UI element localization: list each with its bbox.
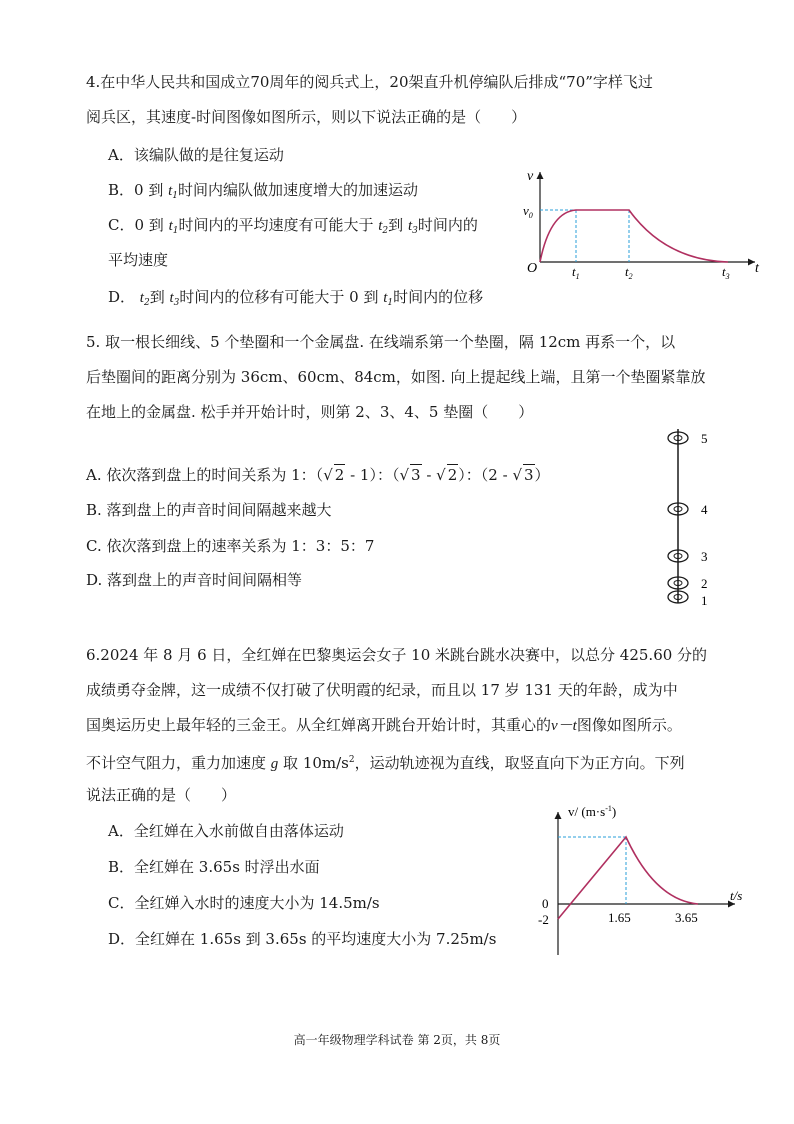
q5-washer-label-5: 5 [701, 431, 708, 446]
q4-velocity-curve [540, 210, 728, 262]
q4-stem-line-2: 阅兵区，其速度-时间图像如图所示，则以下说法正确的是（ ） [86, 108, 527, 126]
q6-v-axis-label-full: v/ $(m\cdot s^{-1})$ [568, 804, 617, 819]
q4-t1-label: $t_1$ [572, 264, 580, 281]
q5-washer-label-3: 3 [701, 549, 708, 564]
q6-stem-line-5: 说法正确的是（ ） [86, 786, 237, 804]
q6-stem-line-3: 国奥运历史上最年轻的三金王。从全红婵离开跳台开始计时，其重心的v－t图像如图所示。 [86, 716, 682, 734]
q5-option-d: D. 落到盘上的声音时间间隔相等 [86, 571, 303, 589]
q4-origin-label: O [527, 261, 538, 276]
q6-vt-graph [530, 800, 770, 960]
q4-v0-label: $v_0$ [523, 203, 533, 220]
q4-v-axis-label: v [527, 169, 534, 184]
q6-t-axis-label: t/s [730, 888, 743, 903]
q4-option-d: D． $t_2$到 $t_3$时间内的位移有可能大于 0 到 $t_1$时间内的位移 [108, 288, 484, 308]
q6-t165-label: 1.65 [608, 910, 631, 925]
q6-option-b: B．全红婵在 3.65s 时浮出水面 [108, 858, 320, 876]
q6-stem-line-1: 6.2024 年 8 月 6 日，全红婵在巴黎奥运会女子 10 米跳台跳水决赛中，以总分 425.60 分的 [86, 646, 708, 664]
q6-option-d: D．全红婵在 1.65s 到 3.65s 的平均速度大小为 7.25m/s [108, 930, 497, 948]
q6-t365-label: 3.65 [675, 910, 698, 925]
q5-washer-figure [660, 425, 720, 615]
q5-stem-line-2: 后垫圈间的距离分别为 36cm、60cm、84cm，如图. 向上提起线上端，且第一个垫圈紧靠放 [86, 368, 706, 386]
q4-option-c: C．0 到 $t_1$时间内的平均速度有可能大于 $t_2$到 $t_3$时间内的 [108, 216, 478, 236]
q4-option-b: B．0 到 $t_1$时间内编队做加速度增大的加速运动 [108, 181, 419, 201]
q4-stem-line-1: 4.在中华人民共和国成立70周年的阅兵式上，20架直升机停编队后排成“70”字样飞过 [86, 73, 653, 91]
q6-velocity-curve [558, 837, 698, 919]
q4-vt-graph [515, 160, 770, 285]
q5-washer-label-4: 4 [701, 502, 708, 517]
q5-stem-line-1: 5. 取一根长细线、5 个垫圈和一个金属盘. 在线端系第一个垫圈，隔 12cm 再系一个，以 [86, 333, 676, 351]
q5-option-b: B. 落到盘上的声音时间间隔越来越大 [86, 501, 332, 519]
q6-stem-line-4: 不计空气阻力，重力加速度 g 取 $10m/s^2$，运动轨迹视为直线，取竖直向下为正方向。下列 [86, 754, 685, 772]
q6-zero-label: 0 [542, 896, 549, 911]
q4-t-axis-label: t [755, 261, 759, 276]
q6-option-c: C．全红婵入水时的速度大小为 14.5m/s [108, 894, 380, 912]
q4-t3-label: $t_3$ [722, 264, 730, 281]
q4-option-c-line-2: 平均速度 [108, 251, 169, 269]
q5-washer-label-1: 1 [701, 593, 708, 608]
q6-neg2-label: -2 [538, 912, 549, 927]
q5-washer-label-2: 2 [701, 576, 708, 591]
page-footer: 高一年级物理学科试卷 第 2页，共 8页 [293, 1033, 501, 1047]
q6-option-a: A．全红婵在入水前做自由落体运动 [108, 822, 344, 840]
q5-stem-line-3: 在地上的金属盘. 松手并开始计时，则第 2、3、4、5 垫圈（ ） [86, 403, 534, 421]
q4-option-a: A．该编队做的是往复运动 [108, 146, 284, 164]
q5-option-c: C. 依次落到盘上的速率关系为 1：3：5：7 [86, 537, 375, 555]
q4-t2-label: $t_2$ [625, 264, 633, 281]
q6-stem-line-2: 成绩勇夺金牌，这一成绩不仅打破了伏明霞的纪录，而且以 17 岁 131 天的年龄，成为中 [86, 681, 678, 699]
q5-option-a: A. 依次落到盘上的时间关系为 1：（√ 2 - 1）：（√ 3 - √ 2）：（2 - √ 3） [86, 466, 550, 484]
